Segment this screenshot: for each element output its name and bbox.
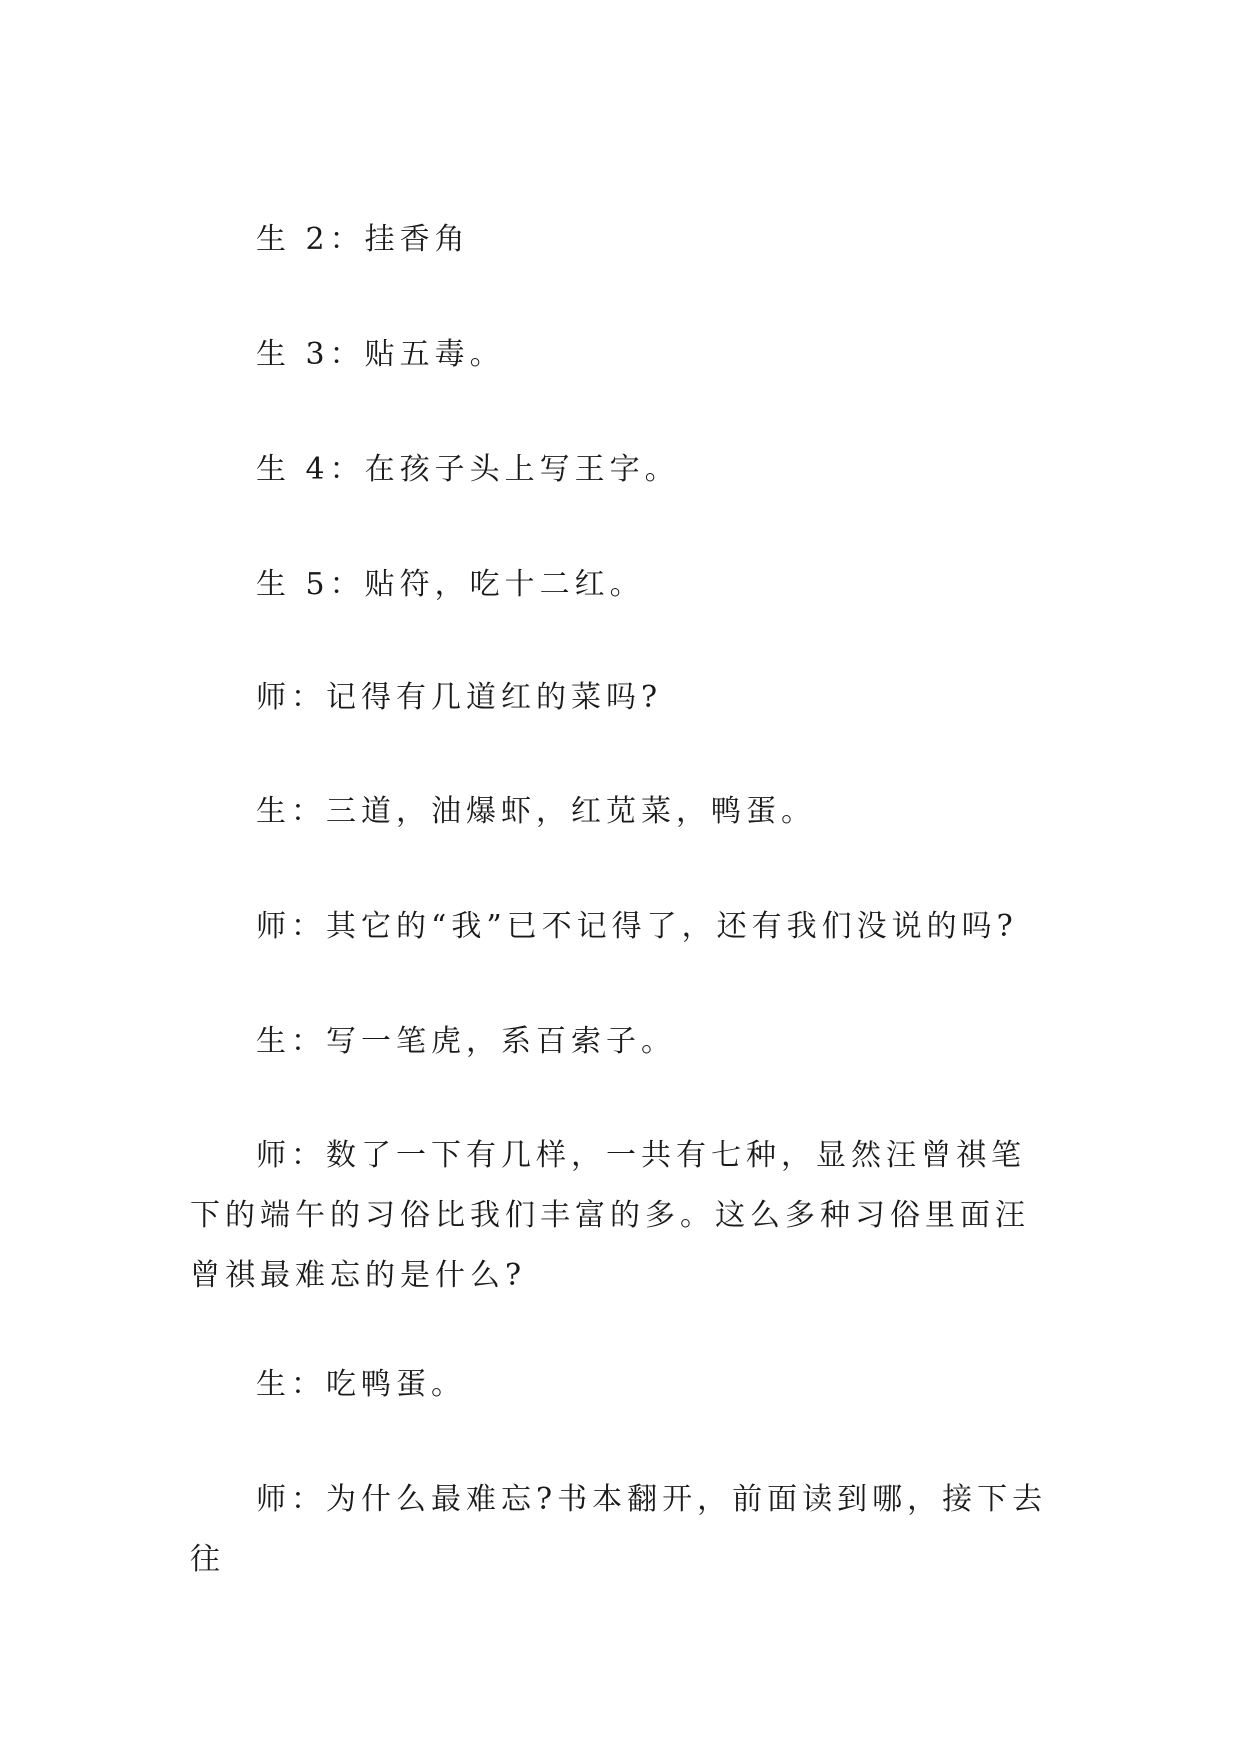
dialogue-line: 师：为什么最难忘?书本翻开，前面读到哪，接下去往 (190, 1482, 1048, 1577)
dialogue-line: 生：三道，油爆虾，红苋菜，鸭蛋。 (256, 794, 816, 829)
dialogue-line: 生：写一笔虎，系百索子。 (256, 1024, 676, 1059)
dialogue-line: 生 3：贴五毒。 (256, 337, 505, 372)
dialogue-line: 生：吃鸭蛋。 (256, 1367, 466, 1402)
dialogue-line: 生 5：贴符，吃十二红。 (256, 567, 645, 602)
dialogue-line: 生 2：挂香角 (256, 222, 470, 257)
dialogue-line: 师：其它的“我”已不记得了，还有我们没说的吗? (256, 909, 1018, 944)
dialogue-line: 师：记得有几道红的菜吗? (256, 680, 663, 715)
dialogue-paragraph: 师：数了一下有几样，一共有七种，显然汪曾祺笔下的端午的习俗比我们丰富的多。这么多种习俗里面汪曾祺最难忘的是什么? (190, 1138, 1030, 1293)
dialogue-line: 生 4：在孩子头上写王字。 (256, 452, 680, 487)
